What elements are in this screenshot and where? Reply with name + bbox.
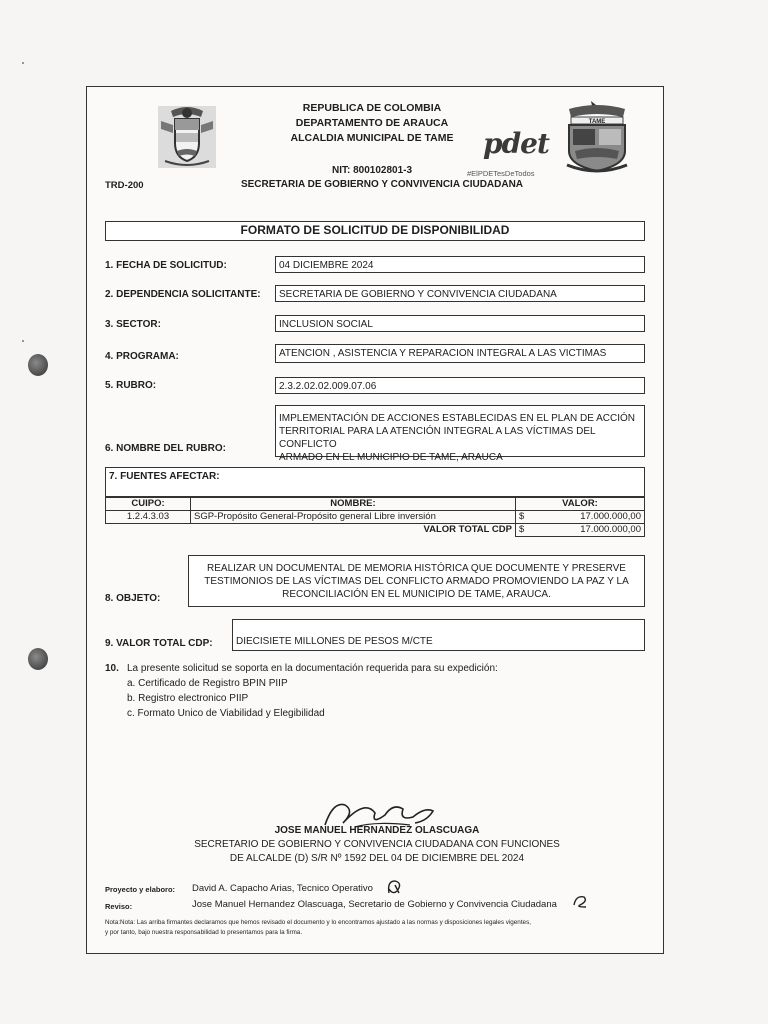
soporte-intro: 10. La presente solicitud se soporta en la documentación requerida para su expedición: bbox=[105, 663, 498, 674]
form-title: FORMATO DE SOLICITUD DE DISPONIBILIDAD bbox=[105, 221, 645, 241]
valor-total-field: DIECISIETE MILLONES DE PESOS M/CTE bbox=[232, 619, 645, 651]
objeto-label-text: 8. OBJETO: bbox=[105, 593, 161, 604]
objeto-line-3: RECONCILIACIÓN EN EL MUNICIPIO DE TAME, ARAUCA. bbox=[282, 589, 551, 600]
scan-dot bbox=[22, 62, 24, 64]
soporte-item-a: a. Certificado de Registro BPIN PIIP bbox=[127, 678, 288, 689]
header-alcaldia: ALCALDIA MUNICIPAL DE TAME bbox=[290, 132, 454, 144]
objeto-line-2: TESTIMONIOS DE LAS VÍCTIMAS DEL CONFLICTO ARMADO PROMOVIENDO LA PAZ Y LA bbox=[204, 576, 629, 587]
proyecto-label: Proyecto y elaboro: bbox=[105, 885, 176, 894]
dependencia-label: 2. DEPENDENCIA SOLICITANTE: bbox=[105, 289, 261, 300]
scan-dot bbox=[22, 340, 24, 342]
header-departamento: DEPARTAMENTO DE ARAUCA bbox=[295, 117, 449, 129]
proyecto-value: David A. Capacho Arias, Tecnico Operativo bbox=[192, 883, 373, 894]
soporte-section bbox=[105, 661, 645, 721]
pdet-hashtag: #ElPDETesDeTodos bbox=[467, 169, 535, 178]
fecha-label: 1. FECHA DE SOLICITUD: bbox=[105, 260, 227, 271]
total-currency: $ bbox=[516, 524, 531, 537]
pdet-logo: pdet bbox=[483, 127, 549, 160]
table-row bbox=[106, 511, 645, 524]
header-nit: NIT: 800102801-3 bbox=[331, 165, 413, 176]
header-nombre: NOMBRE: bbox=[191, 498, 516, 511]
row-currency: $ bbox=[516, 511, 531, 524]
punch-hole-top bbox=[28, 354, 48, 376]
valor-total-label: 9. VALOR TOTAL CDP: bbox=[105, 638, 213, 649]
programa-field: ATENCION , ASISTENCIA Y REPARACION INTEGRAL A LAS VICTIMAS bbox=[275, 344, 645, 363]
reviso-label: Reviso: bbox=[105, 902, 133, 911]
header-republica: REPUBLICA DE COLOMBIA bbox=[302, 102, 442, 114]
nombre-rubro-line-2: TERRITORIAL PARA LA ATENCIÓN INTEGRAL A LAS VÍCTIMAS DEL CONFLICTO bbox=[279, 426, 596, 450]
row-nombre: SGP-Propósito General-Propósito general Libre inversión bbox=[191, 511, 516, 524]
header-cuipo: CUIPO: bbox=[106, 498, 191, 511]
tame-shield-label: TAME bbox=[588, 119, 606, 125]
row-valor: 17.000.000,00 bbox=[530, 511, 645, 524]
document-code: TRD-200 bbox=[105, 180, 144, 191]
dependencia-field: SECRETARIA DE GOBIERNO Y CONVIVENCIA CIUDADANA bbox=[275, 285, 645, 302]
fuentes-label-box bbox=[105, 467, 645, 497]
document-frame bbox=[86, 86, 664, 954]
fecha-field: 04 DICIEMBRE 2024 bbox=[275, 256, 645, 273]
nombre-rubro-line-3: ARMADO EN EL MUNICIPIO DE TAME, ARAUCA bbox=[279, 452, 503, 463]
nombre-rubro-line-1: IMPLEMENTACIÓN DE ACCIONES ESTABLECIDAS EN EL PLAN DE ACCIÓN bbox=[279, 413, 636, 424]
punch-hole-bottom bbox=[28, 648, 48, 670]
total-valor: 17.000.000,00 bbox=[530, 524, 645, 537]
objeto-line-1: REALIZAR UN DOCUMENTAL DE MEMORIA HISTÓRICA QUE DOCUMENTE Y PRESERVE bbox=[207, 563, 626, 574]
nota-line-2: y por tanto, bajo nuestra responsabilidad lo presentamos para la firma. bbox=[105, 929, 303, 936]
header-dependency: SECRETARIA DE GOBIERNO Y CONVIVENCIA CIUDADANA bbox=[240, 179, 524, 190]
nota-line-1: Nota:Nota: Las arriba firmantes declaramos que hemos revisado el documento y lo encontramos ajustado a las normas y disposiciones legales vigentes, bbox=[105, 919, 531, 926]
soporte-item-c: c. Formato Unico de Viabilidad y Elegibilidad bbox=[127, 708, 325, 719]
programa-label: 4. PROGRAMA: bbox=[105, 351, 179, 362]
reviso-value: Jose Manuel Hernandez Olascuaga, Secretario de Gobierno y Convivencia Ciudadana bbox=[192, 899, 557, 910]
total-label: VALOR TOTAL CDP bbox=[191, 524, 516, 537]
soporte-item-b: b. Registro electronico PIIP bbox=[127, 693, 249, 704]
colombia-coat-of-arms-icon bbox=[157, 103, 217, 171]
rubro-field: 2.3.2.02.02.009.07.06 bbox=[275, 377, 645, 394]
rubro-label: 5. RUBRO: bbox=[105, 380, 157, 391]
objeto-field bbox=[188, 555, 645, 607]
table-header-row bbox=[106, 498, 645, 511]
sector-label: 3. SECTOR: bbox=[105, 319, 161, 330]
table-total-row bbox=[106, 524, 645, 537]
row-cuipo: 1.2.4.3.03 bbox=[106, 511, 191, 524]
signatory-role-2: DE ALCALDE (D) S/R Nº 1592 DEL 04 DE DICIEMBRE DEL 2024 bbox=[229, 853, 525, 864]
fuentes-label: 7. FUENTES AFECTAR: bbox=[109, 471, 220, 482]
soporte-number: 10. bbox=[105, 663, 119, 674]
sector-field: INCLUSION SOCIAL bbox=[275, 315, 645, 332]
signatory-name: JOSE MANUEL HERNANDEZ OLASCUAGA bbox=[274, 825, 480, 836]
initials-mark bbox=[385, 877, 405, 897]
header-valor: VALOR: bbox=[516, 498, 645, 511]
fuentes-table bbox=[105, 497, 645, 537]
nombre-rubro-label: 6. NOMBRE DEL RUBRO: bbox=[105, 443, 226, 454]
nombre-rubro-field bbox=[275, 405, 645, 463]
tame-shield-icon bbox=[561, 99, 633, 175]
initials-mark bbox=[572, 893, 590, 909]
signatory-role-1: SECRETARIO DE GOBIERNO Y CONVIVENCIA CIUDADANA CON FUNCIONES bbox=[194, 839, 560, 850]
